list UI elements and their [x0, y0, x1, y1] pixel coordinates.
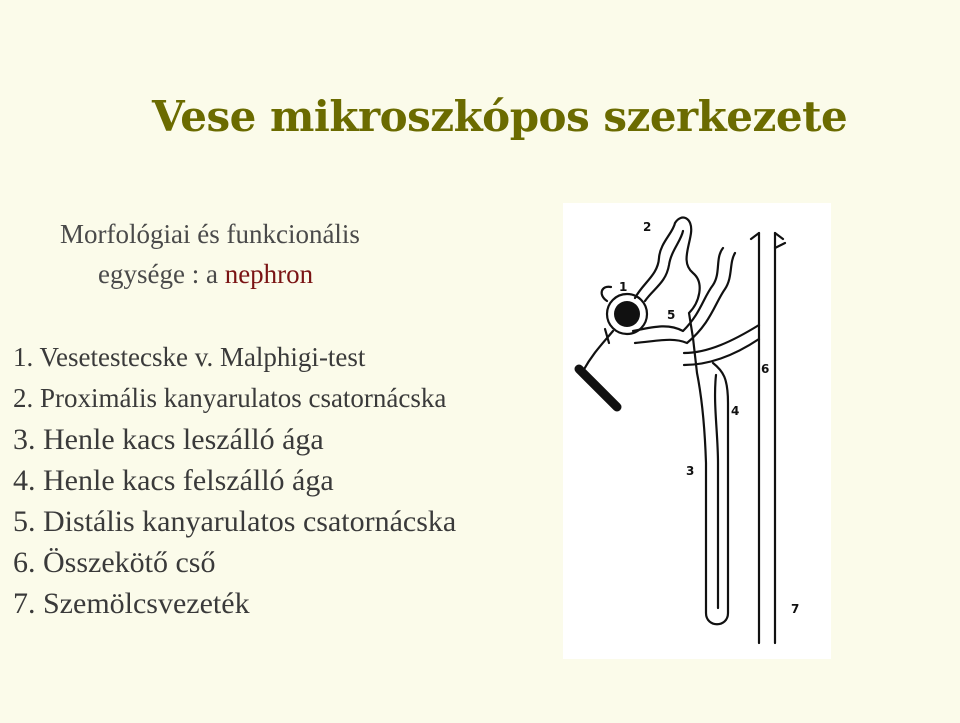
henle-loop — [693, 338, 728, 624]
list-item-2: 2. Proximális kanyarulatos csatornácska — [13, 383, 447, 413]
afferent-arteriole — [602, 287, 611, 301]
diagram-label-1: 1 — [619, 280, 628, 294]
diagram-label-3: 3 — [686, 464, 695, 478]
list-item-3: 3. Henle kacs leszálló ága — [13, 423, 324, 456]
list-item-7: 7. Szemölcsvezeték — [13, 587, 250, 620]
slide-title: Vese mikroszkópos szerkezete — [152, 92, 848, 141]
intro-line-1: Morfológiai és funkcionális — [60, 219, 360, 249]
list-item-6: 6. Összekötő cső — [13, 546, 216, 579]
nephron-diagram — [563, 203, 831, 659]
diagram-label-2: 2 — [643, 220, 652, 234]
nephron-drawing — [563, 203, 831, 659]
diagram-label-4: 4 — [731, 404, 740, 418]
diagram-label-6: 6 — [761, 362, 770, 376]
glomerulus-tuft — [614, 301, 640, 327]
list-item-4: 4. Henle kacs felszálló ága — [13, 464, 334, 497]
intro-line-2-prefix: egysége : a — [98, 259, 225, 289]
list-item-5: 5. Distális kanyarulatos csatornácska — [13, 505, 457, 538]
list-item-1: 1. Vesetestecske v. Malphigi-test — [13, 342, 366, 372]
diagram-label-7: 7 — [791, 602, 800, 616]
diagram-label-5: 5 — [667, 308, 676, 322]
intro-line-2 — [60, 254, 360, 294]
intro-text — [60, 214, 360, 294]
nephron-highlight: nephron — [224, 259, 314, 289]
collecting-duct-top — [751, 233, 785, 248]
thick-vessel — [579, 369, 617, 407]
structure-list — [13, 337, 456, 624]
collecting-duct — [759, 233, 775, 643]
